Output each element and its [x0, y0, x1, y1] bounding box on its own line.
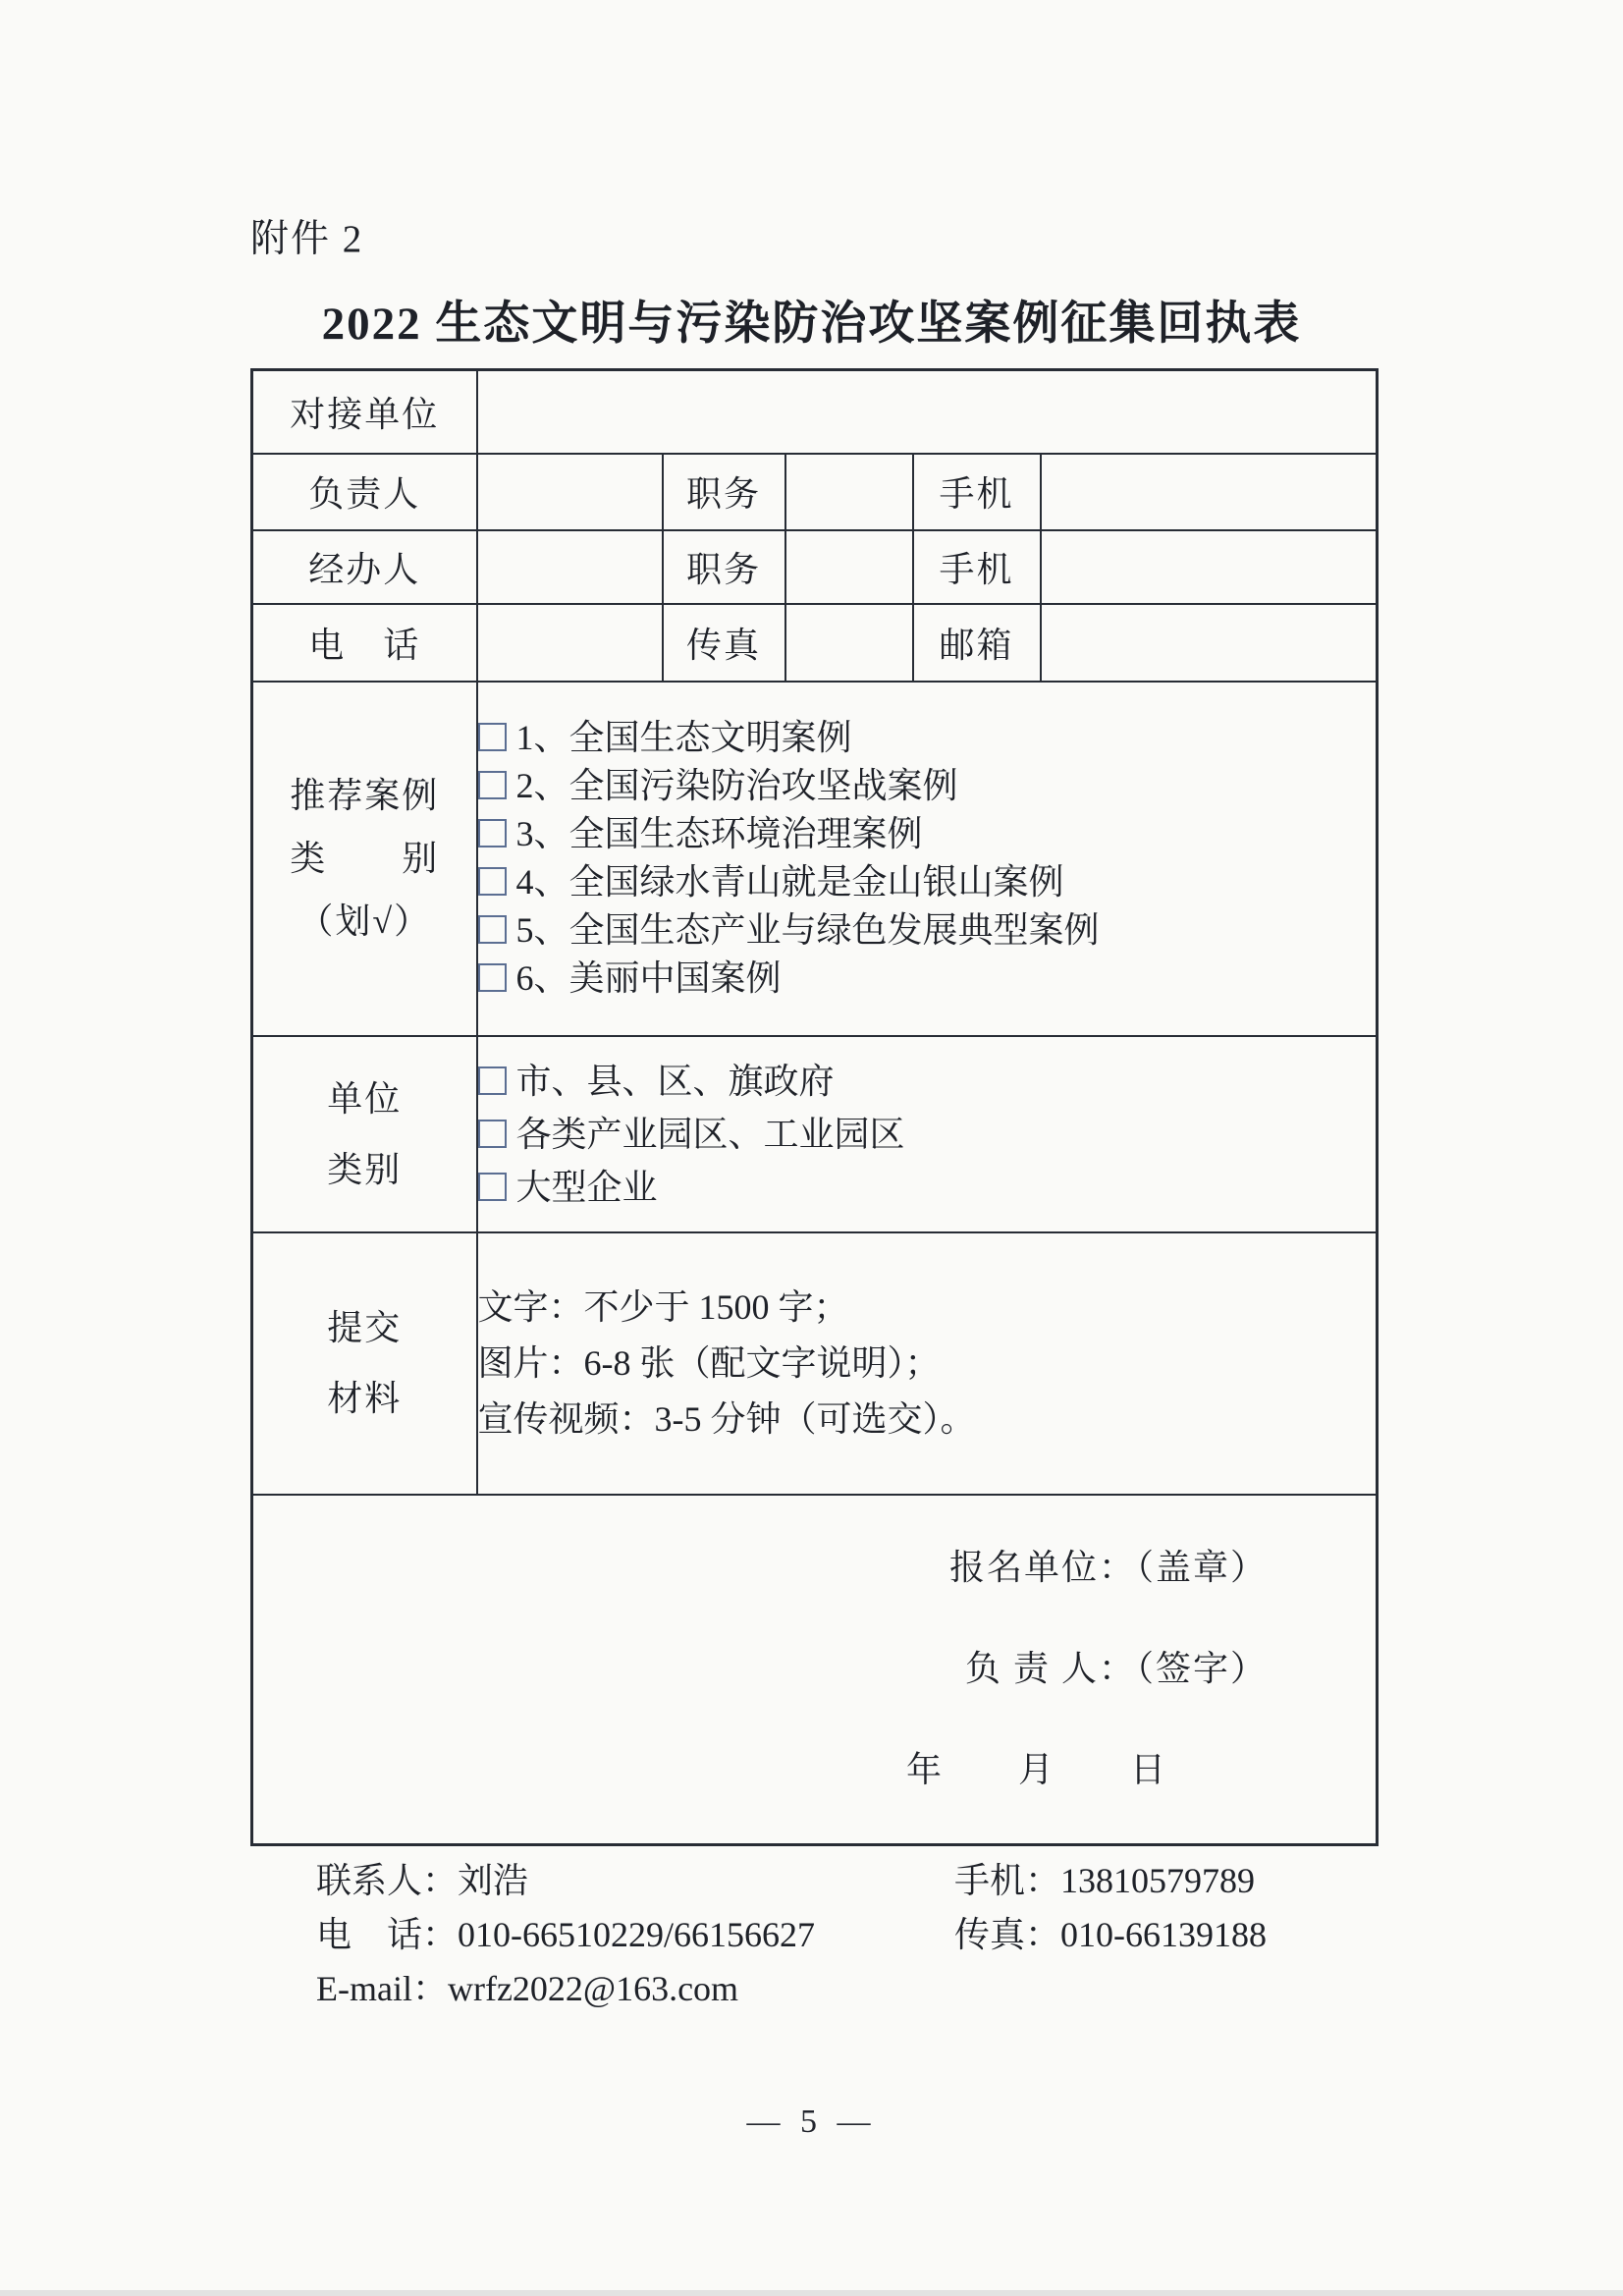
footer-fax: 传真：010-66139188 — [954, 1915, 1267, 1954]
signature-block-cell — [252, 1495, 1378, 1845]
signature-date-line: 年 月 日 — [905, 1750, 1167, 1790]
unit-category-label — [252, 1036, 477, 1232]
handler-label: 经办人 — [252, 530, 477, 604]
fax-value-cell — [785, 604, 913, 682]
table-row — [252, 1495, 1378, 1845]
principal-value-cell — [477, 454, 663, 530]
unit-category-options-cell — [477, 1036, 1378, 1232]
unit-category-option-label: 市、县、区、旗政府 — [515, 1061, 835, 1101]
principal-position-label: 职务 — [663, 454, 785, 530]
fax-label: 传真 — [663, 604, 785, 682]
handler-mobile-label: 手机 — [913, 530, 1041, 604]
signature-person-line: 负 责 人：（签字） — [964, 1649, 1268, 1689]
case-category-option — [478, 906, 1377, 955]
unit-category-option-label: 大型企业 — [515, 1167, 658, 1207]
unit-category-label-line: 类别 — [327, 1149, 403, 1189]
materials-label-line: 提交 — [327, 1308, 403, 1347]
table-row — [252, 682, 1378, 1036]
case-category-label-line: （划√） — [298, 902, 432, 941]
checkbox-icon — [478, 915, 507, 944]
table-row — [252, 370, 1378, 454]
materials-requirements-cell — [477, 1232, 1378, 1495]
email-value-cell — [1041, 604, 1378, 682]
table-row — [252, 454, 1378, 530]
footer-contact-person: 联系人：刘浩 — [316, 1861, 529, 1900]
unit-category-option-label: 各类产业园区、工业园区 — [515, 1114, 905, 1154]
principal-mobile-label: 手机 — [913, 454, 1041, 530]
checkbox-icon — [478, 771, 507, 799]
materials-label — [252, 1232, 477, 1495]
case-category-option-label: 5、全国生态产业与绿色发展典型案例 — [515, 910, 1100, 950]
unit-category-label-line: 单位 — [327, 1078, 403, 1119]
handler-position-label: 职务 — [663, 530, 785, 604]
table-row — [252, 604, 1378, 682]
contact-unit-label: 对接单位 — [252, 370, 477, 454]
table-row — [252, 1232, 1378, 1495]
checkbox-icon — [478, 1066, 507, 1095]
materials-requirement-line: 文字：不少于 1500 字； — [477, 1286, 849, 1327]
handler-value-cell — [477, 530, 663, 604]
case-category-option — [478, 858, 1377, 906]
case-category-option — [478, 810, 1377, 858]
phone-value-cell — [477, 604, 663, 682]
checkbox-icon — [478, 1120, 507, 1148]
footer-mobile: 手机：13810579789 — [954, 1861, 1256, 1900]
handler-mobile-value-cell — [1041, 530, 1378, 604]
unit-category-option — [478, 1161, 1377, 1214]
checkbox-icon — [478, 963, 507, 992]
case-category-option-label: 3、全国生态环境治理案例 — [515, 814, 923, 853]
case-category-label-line: 类 别 — [290, 839, 440, 878]
principal-label: 负责人 — [252, 454, 477, 530]
case-category-label-line: 推荐案例 — [290, 776, 440, 815]
table-row — [252, 1036, 1378, 1232]
handler-position-value-cell — [785, 530, 913, 604]
case-category-option-label: 6、美丽中国案例 — [515, 958, 782, 998]
checkbox-icon — [478, 867, 507, 896]
unit-category-option — [478, 1108, 1377, 1161]
principal-position-value-cell — [785, 454, 913, 530]
footer-phone: 电 话：010-66510229/66156627 — [316, 1915, 815, 1954]
footer-email: E-mail：wrfz2022@163.com — [316, 1969, 739, 2008]
case-category-option-label: 1、全国生态文明案例 — [515, 718, 852, 757]
case-category-option — [478, 955, 1377, 1003]
case-category-option-label: 4、全国绿水青山就是金山银山案例 — [515, 862, 1064, 902]
case-category-label — [252, 682, 477, 1036]
checkbox-icon — [478, 1173, 507, 1201]
checkbox-icon — [478, 723, 507, 751]
case-category-options-cell — [477, 682, 1378, 1036]
page-title: 2022 生态文明与污染防治攻坚案例征集回执表 — [321, 299, 1302, 350]
case-category-option — [478, 762, 1377, 810]
phone-label: 电 话 — [252, 604, 477, 682]
footer-contact-right — [954, 1854, 1267, 1962]
attachment-label: 附件 2 — [250, 218, 364, 260]
unit-category-option — [478, 1055, 1377, 1108]
page-number: — 5 — — [746, 2104, 877, 2140]
case-category-option-label: 2、全国污染防治攻坚战案例 — [515, 766, 958, 805]
email-label: 邮箱 — [913, 604, 1041, 682]
principal-mobile-value-cell — [1041, 454, 1378, 530]
materials-requirement-line: 宣传视频：3-5 分钟（可选交）。 — [477, 1398, 976, 1439]
case-category-option — [478, 714, 1377, 762]
materials-requirement-line: 图片：6-8 张（配文字说明）； — [477, 1342, 941, 1383]
materials-label-line: 材料 — [327, 1379, 403, 1418]
reply-form-table — [250, 368, 1379, 1846]
signature-unit-line: 报名单位：（盖章） — [948, 1548, 1268, 1588]
footer-contact-left — [316, 1854, 815, 2016]
table-row — [252, 530, 1378, 604]
contact-unit-value-cell — [477, 370, 1378, 454]
checkbox-icon — [478, 819, 507, 847]
